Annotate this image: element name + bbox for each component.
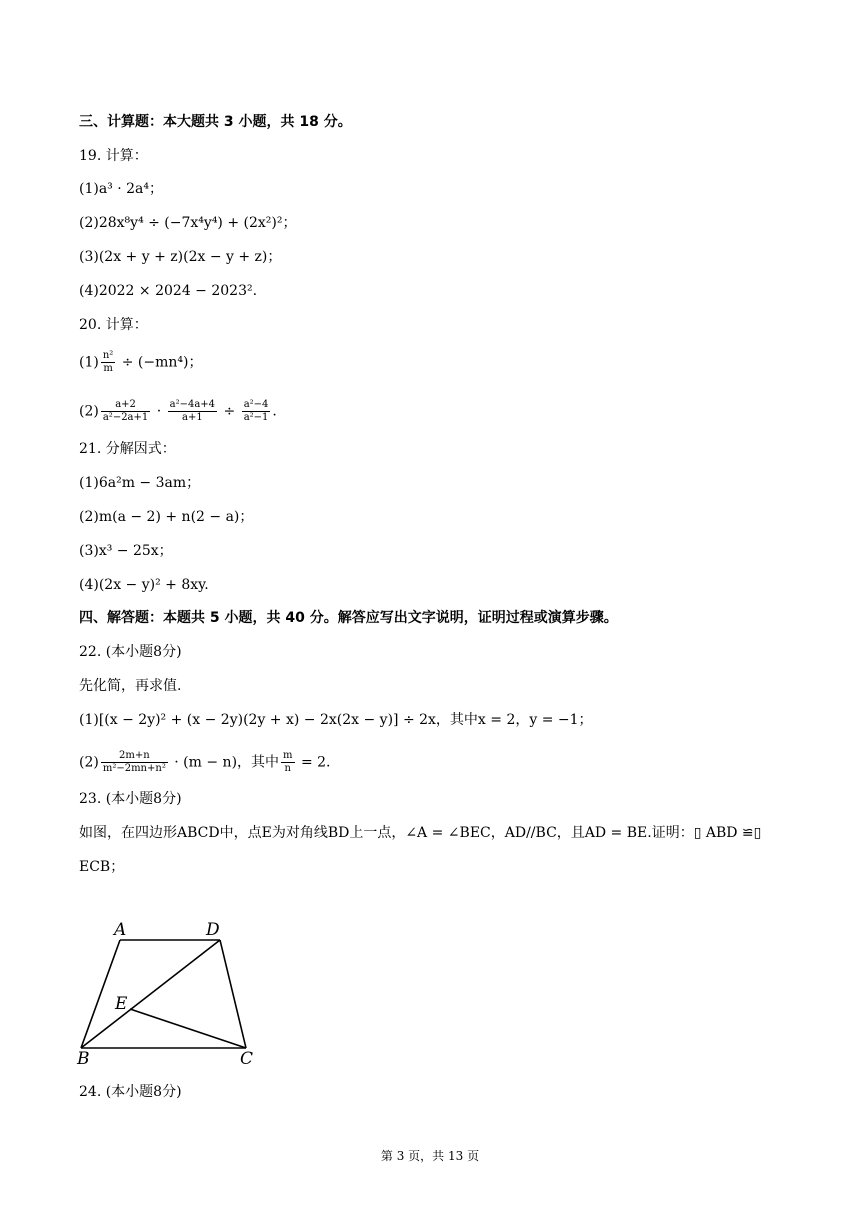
fraction-denominator: a²−2a+1 — [102, 412, 149, 423]
q23-title: 23. (本小题8分) — [79, 791, 182, 807]
fraction-denominator: a+1 — [181, 412, 203, 423]
q22-item-1: (1)[(x − 2y)² + (x − 2y)(2y + x) − 2x(2x − y)] ÷ 2x，其中x = 2，y = −1； — [79, 712, 593, 728]
q23-statement-line-1: 如图，在四边形ABCD中，点E为对角线BD上一点，∠A = ∠BEC，AD//BC，且AD = BE.证明：▯ ABD ≌▯ — [79, 825, 762, 841]
q24-title: 24. (本小题8分) — [79, 1084, 182, 1100]
multiply-dot: · — [156, 403, 162, 420]
q20-title: 20. 计算： — [79, 317, 148, 333]
fraction-numerator: a+2 — [101, 399, 150, 412]
q20-item-2 — [79, 399, 277, 424]
fraction-denominator: m²−2mn+n² — [102, 763, 166, 774]
q21-title: 21. 分解因式： — [79, 441, 176, 457]
q22-item-2-prefix: (2) — [79, 754, 99, 771]
fraction-numerator: n² — [102, 350, 114, 361]
q22-title: 22. (本小题8分) — [79, 644, 182, 660]
q22-item-2-middle: · (m − n)，其中 — [174, 754, 280, 771]
fraction-numerator: m — [283, 750, 293, 761]
q20-item-1-fraction — [101, 350, 115, 375]
q22-item-2 — [79, 750, 331, 775]
section4-heading: 四、解答题：本题共 5 小题，共 40 分。解答应写出文字说明，证明过程或演算步骤。 — [79, 610, 618, 626]
label-e: E — [115, 994, 128, 1014]
q23-quadrilateral-figure — [72, 915, 272, 1070]
q22-instruction: 先化简，再求值. — [79, 678, 182, 694]
q21-item-4: (4)(2x − y)² + 8xy. — [79, 577, 209, 593]
label-b: B — [77, 1049, 90, 1069]
q22-item-2-fraction-2 — [281, 750, 294, 775]
fraction-denominator: m — [103, 363, 113, 374]
section3-heading: 三、计算题：本大题共 3 小题，共 18 分。 — [79, 114, 352, 130]
segment-ec — [130, 1009, 246, 1048]
fraction-numerator: a²−4 — [243, 399, 269, 410]
q22-item-2-end: = 2. — [300, 754, 331, 771]
label-c: C — [240, 1049, 254, 1069]
q20-item-2-fraction-3 — [242, 399, 271, 424]
fraction-denominator: a²−1 — [243, 412, 269, 423]
q21-item-3: (3)x³ − 25x； — [79, 543, 173, 559]
label-d: D — [206, 920, 220, 940]
page-footer: 第 3 页，共 13 页 — [380, 1149, 480, 1163]
q19-item-4: (4)2022 × 2024 − 2023². — [79, 283, 258, 299]
fraction-denominator: n — [284, 763, 291, 774]
q19-item-2: (2)28x⁸y⁴ ÷ (−7x⁴y⁴) + (2x²)²； — [79, 215, 297, 231]
edge-dc — [220, 940, 246, 1048]
q23-statement-line-2: ECB； — [79, 859, 125, 875]
q20-item-2-fraction-2 — [168, 399, 217, 424]
q20-item-1-prefix: (1) — [79, 354, 99, 371]
fraction-numerator: a²−4a+4 — [169, 399, 216, 410]
q19-title: 19. 计算： — [79, 148, 148, 164]
label-a: A — [114, 920, 127, 940]
q19-item-1: (1)a³ · 2a⁴； — [79, 181, 164, 197]
q20-item-1-rest: ÷ (−mn⁴)； — [121, 354, 203, 371]
fraction-numerator: 2m+n — [101, 750, 168, 763]
period: . — [272, 403, 277, 420]
q20-item-2-prefix: (2) — [79, 403, 99, 420]
q20-item-2-fraction-1 — [101, 399, 150, 424]
divide-sign: ÷ — [223, 403, 236, 420]
q20-item-1 — [79, 350, 203, 375]
q21-item-1: (1)6a²m − 3am； — [79, 475, 201, 491]
q21-item-2: (2)m(a − 2) + n(2 − a)； — [79, 509, 254, 525]
q22-item-2-fraction-1 — [101, 750, 168, 775]
q19-item-3: (3)(2x + y + z)(2x − y + z)； — [79, 249, 282, 265]
